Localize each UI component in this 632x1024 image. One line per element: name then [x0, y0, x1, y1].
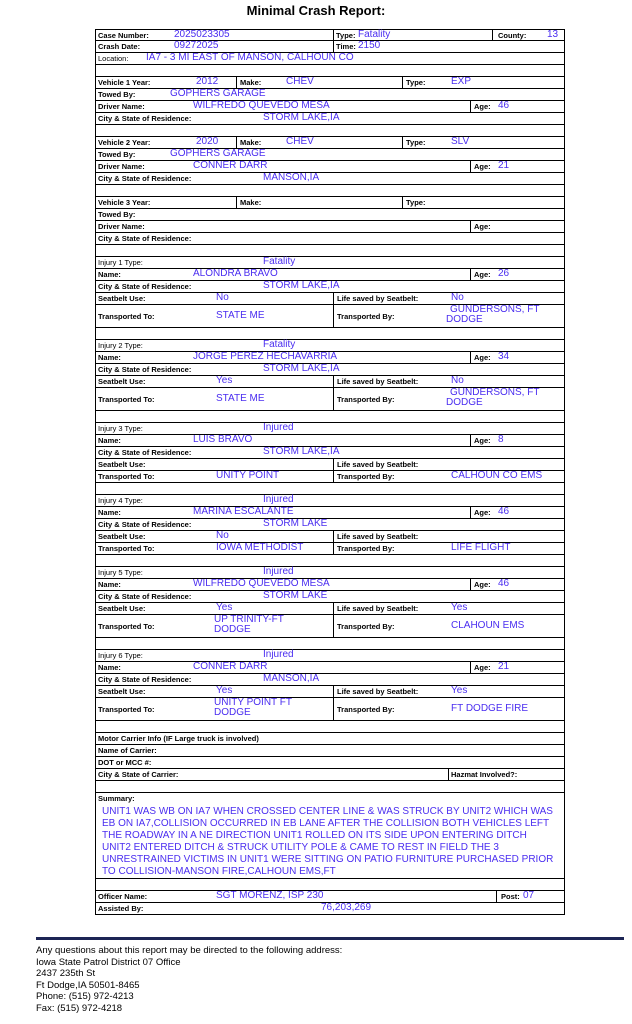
divider: [470, 161, 471, 172]
carrier-name-row: [95, 745, 565, 757]
spacer-row: [95, 879, 565, 891]
divider: [333, 293, 334, 304]
injury-type-row: [95, 257, 565, 269]
transport-row: [95, 615, 565, 638]
type-value: Fatality: [358, 29, 391, 40]
transported-to-label: Transported To:: [98, 705, 155, 714]
injury-type-label: Injury 6 Type:: [98, 651, 143, 660]
life-saved-label: Life saved by Seatbelt:: [337, 532, 419, 541]
seatbelt-row: [95, 686, 565, 698]
divider: [470, 507, 471, 518]
driver-row: [95, 221, 565, 233]
injury-name-row: [95, 579, 565, 591]
injury-type-label: Injury 5 Type:: [98, 568, 143, 577]
injury-age-value: 34: [498, 351, 510, 362]
spacer-row: [95, 185, 565, 197]
injury-type-value: Injured: [263, 566, 294, 577]
injury-residence-row: [95, 674, 565, 686]
transported-by-value: LIFE FLIGHT: [451, 542, 511, 553]
injury-residence-value: STORM LAKE,IA: [263, 446, 340, 457]
vehicle-year-row: [95, 77, 565, 89]
injury-type-value: Injured: [263, 649, 294, 660]
injury-residence-value: STORM LAKE: [263, 518, 328, 529]
spacer-row: [95, 65, 565, 77]
injury-name-value: JORGE PEREZ HECHAVARRIA: [193, 351, 338, 362]
divider: [470, 101, 471, 112]
transported-to-value: STATE ME: [216, 393, 265, 404]
divider: [333, 376, 334, 387]
post-label: Post:: [501, 892, 520, 901]
injury-type-label: Injury 1 Type:: [98, 258, 143, 267]
transported-to-label: Transported To:: [98, 395, 155, 404]
driver-age-value: 21: [498, 160, 510, 171]
summary-label: Summary:: [98, 794, 135, 803]
crash-date-label: Crash Date:: [98, 42, 141, 51]
divider: [470, 352, 471, 363]
type-label: Type:: [336, 31, 356, 40]
transported-by-label: Transported By:: [337, 622, 395, 631]
transported-by-label: Transported By:: [337, 312, 395, 321]
vehicle-type-label: Type:: [406, 138, 426, 147]
towed-by-value: GOPHERS GARAGE: [170, 148, 266, 159]
footer-address: [36, 945, 342, 1014]
towed-by-label: Towed By:: [98, 210, 136, 219]
divider: [333, 603, 334, 614]
life-saved-label: Life saved by Seatbelt:: [337, 460, 419, 469]
injury-age-value: 26: [498, 268, 510, 279]
injury-residence-label: City & State of Residence:: [98, 448, 192, 457]
transported-by-value: CLAHOUN EMS: [451, 620, 525, 631]
injury-type-value: Fatality: [263, 339, 296, 350]
vehicle-make-value: CHEV: [286, 76, 314, 87]
footer-divider: [36, 937, 624, 940]
vehicle-make-label: Make:: [240, 138, 262, 147]
divider: [448, 769, 449, 780]
injury-age-label: Age:: [474, 508, 491, 517]
injury-type-value: Injured: [263, 494, 294, 505]
injury-residence-label: City & State of Residence:: [98, 365, 192, 374]
life-saved-value: No: [451, 375, 464, 386]
divider: [333, 388, 334, 410]
county-value: 13: [547, 29, 559, 40]
driver-age-label: Age:: [474, 162, 491, 171]
transported-to-label: Transported To:: [98, 544, 155, 553]
injury-age-value: 46: [498, 578, 510, 589]
divider: [470, 579, 471, 590]
transported-by-value: GUNDERSONS, FT DODGE: [446, 304, 540, 325]
injury-name-label: Name:: [98, 353, 121, 362]
officer-name-value: SGT MORENZ, ISP 230: [216, 890, 324, 901]
injury-residence-value: STORM LAKE,IA: [263, 363, 340, 374]
seatbelt-use-value: Yes: [216, 685, 233, 696]
life-saved-label: Life saved by Seatbelt:: [337, 294, 419, 303]
post-value: 07: [523, 890, 535, 901]
residence-value: MANSON,IA: [263, 172, 320, 183]
transported-to-value: IOWA METHODIST: [216, 542, 304, 553]
injury-residence-value: STORM LAKE,IA: [263, 280, 340, 291]
seatbelt-use-label: Seatbelt Use:: [98, 294, 146, 303]
spacer-row: [95, 245, 565, 257]
vehicle-year-row: [95, 197, 565, 209]
vehicle-make-label: Make:: [240, 198, 262, 207]
injury-name-label: Name:: [98, 508, 121, 517]
injury-residence-row: [95, 519, 565, 531]
assisted-row: [95, 903, 565, 915]
county-label: County:: [498, 31, 527, 40]
vehicle-year-label: Vehicle 2 Year:: [98, 138, 151, 147]
divider: [333, 30, 334, 40]
divider: [470, 435, 471, 446]
transport-row: [95, 388, 565, 411]
divider: [333, 686, 334, 697]
carrier-city-label: City & State of Carrier:: [98, 770, 179, 779]
hazmat-label: Hazmat Involved?:: [451, 770, 518, 779]
divider: [470, 269, 471, 280]
vehicle-make-label: Make:: [240, 78, 262, 87]
footer-line: Any questions about this report may be directed to the following address:: [36, 945, 343, 956]
injury-age-value: 46: [498, 506, 510, 517]
vehicle-year-value: 2012: [196, 76, 219, 87]
residence-value: STORM LAKE,IA: [263, 112, 340, 123]
seatbelt-use-label: Seatbelt Use:: [98, 532, 146, 541]
driver-name-label: Driver Name:: [98, 102, 145, 111]
transported-by-value: GUNDERSONS, FT DODGE: [446, 387, 540, 408]
seatbelt-row: [95, 603, 565, 615]
injury-name-value: WILFREDO QUEVEDO MESA: [193, 578, 330, 589]
seatbelt-use-value: No: [216, 530, 229, 541]
spacer-row: [95, 721, 565, 733]
driver-age-value: 46: [498, 100, 510, 111]
assisted-label: Assisted By:: [98, 904, 144, 913]
officer-name-label: Officer Name:: [98, 892, 148, 901]
injury-name-value: CONNER DARR: [193, 661, 268, 672]
spacer-row: [95, 125, 565, 137]
transport-row: [95, 698, 565, 721]
transported-to-value: UNITY POINT: [216, 470, 280, 481]
transported-by-value: FT DODGE FIRE: [451, 703, 529, 714]
location-value: IA7 - 3 MI EAST OF MANSON, CALHOUN CO: [146, 52, 354, 63]
injury-type-row: [95, 495, 565, 507]
transported-to-label: Transported To:: [98, 312, 155, 321]
spacer-row: [95, 411, 565, 423]
spacer-row: [95, 638, 565, 650]
injury-name-row: [95, 662, 565, 674]
transported-by-value: CALHOUN CO EMS: [451, 470, 543, 481]
residence-label: City & State of Residence:: [98, 174, 192, 183]
injury-residence-value: MANSON,IA: [263, 673, 320, 684]
seatbelt-use-value: Yes: [216, 602, 233, 613]
injuries-section: [95, 257, 565, 733]
transported-to-value: UNITY POINT FT DODGE: [214, 697, 292, 718]
transported-by-label: Transported By:: [337, 472, 395, 481]
injury-residence-value: STORM LAKE: [263, 590, 328, 601]
footer-line: Ft Dodge,IA 50501-8465: [36, 979, 140, 991]
vehicle-year-label: Vehicle 3 Year:: [98, 198, 151, 207]
carrier-dot-label: DOT or MCC #:: [98, 758, 152, 767]
footer-line: Phone: (515) 972-4213: [36, 991, 134, 1002]
driver-name-label: Driver Name:: [98, 222, 145, 231]
injury-name-label: Name:: [98, 663, 121, 672]
residence-label: City & State of Residence:: [98, 234, 192, 243]
injury-residence-label: City & State of Residence:: [98, 520, 192, 529]
divider: [470, 221, 471, 232]
injury-age-label: Age:: [474, 663, 491, 672]
injury-age-label: Age:: [474, 436, 491, 445]
divider: [333, 531, 334, 542]
case-number-label: Case Number:: [98, 31, 149, 40]
divider: [402, 77, 403, 88]
divider: [496, 891, 497, 902]
life-saved-value: Yes: [451, 685, 468, 696]
vehicles-section: [95, 77, 565, 257]
seatbelt-use-value: Yes: [216, 375, 233, 386]
divider: [333, 471, 334, 482]
injury-residence-row: [95, 591, 565, 603]
footer-line: Fax: (515) 972-4218: [36, 1002, 123, 1014]
driver-age-label: Age:: [474, 222, 491, 231]
vehicle-year-value: 2020: [196, 136, 219, 147]
vehicle-type-value: SLV: [451, 136, 470, 147]
towed-by-label: Towed By:: [98, 150, 136, 159]
driver-row: [95, 161, 565, 173]
transported-by-label: Transported By:: [337, 544, 395, 553]
vehicle-make-value: CHEV: [286, 136, 314, 147]
injury-residence-row: [95, 281, 565, 293]
transported-by-label: Transported By:: [337, 705, 395, 714]
divider: [333, 615, 334, 637]
injury-name-label: Name:: [98, 270, 121, 279]
divider: [236, 197, 237, 208]
injury-type-label: Injury 3 Type:: [98, 424, 143, 433]
driver-name-label: Driver Name:: [98, 162, 145, 171]
location-label: Location:: [98, 54, 129, 63]
injury-residence-row: [95, 447, 565, 459]
towed-by-value: GOPHERS GARAGE: [170, 88, 266, 99]
divider: [402, 137, 403, 148]
footer-line: 2437 235th St: [36, 968, 96, 979]
seatbelt-use-label: Seatbelt Use:: [98, 687, 146, 696]
divider: [470, 662, 471, 673]
case-number-value: 2025023305: [174, 29, 230, 40]
life-saved-label: Life saved by Seatbelt:: [337, 687, 419, 696]
injury-residence-label: City & State of Residence:: [98, 592, 192, 601]
injury-residence-label: City & State of Residence:: [98, 282, 192, 291]
injury-age-label: Age:: [474, 353, 491, 362]
spacer-row: [95, 483, 565, 495]
time-label: Time:: [336, 42, 356, 51]
injury-name-value: MARINA ESCALANTE: [193, 506, 294, 517]
residence-label: City & State of Residence:: [98, 114, 192, 123]
summary-text: UNIT1 WAS WB ON IA7 WHEN CROSSED CENTER LINE & WAS STRUCK BY UNIT2 WHICH WAS EB ON IA7,COLLISION OCCURRED IN EB LANE AFTER THE COLLISION BOTH VEHICLES LEFT THE ROADWAY IN A NE DIRECTION UNIT1 ROLLED ON ITS SIDE UPON ENTERING DITCH UNIT2 ENTERED DITCH & STRUCK UTILITY POLE & CAME TO REST IN FIELD THE 3 UNRESTRAINED VICTIMS IN UNIT1 WERE SITTING ON PATIO FURNITURE PURCHASED PRIOR TO COLLISION-MANSON FIRE,CALHOUN EMS,FT: [102, 806, 554, 877]
life-saved-label: Life saved by Seatbelt:: [337, 604, 419, 613]
injury-age-value: 8: [498, 434, 504, 445]
seatbelt-use-value: No: [216, 292, 229, 303]
injury-name-row: [95, 507, 565, 519]
driver-age-label: Age:: [474, 102, 491, 111]
injury-age-label: Age:: [474, 580, 491, 589]
spacer-row: [95, 555, 565, 567]
crash-report-form: [95, 29, 565, 915]
driver-name-value: WILFREDO QUEVEDO MESA: [193, 100, 330, 111]
spacer-row: [95, 781, 565, 793]
injury-type-value: Injured: [263, 422, 294, 433]
vehicle-type-label: Type:: [406, 198, 426, 207]
injury-type-row: [95, 567, 565, 579]
injury-type-row: [95, 650, 565, 662]
divider: [236, 77, 237, 88]
residence-row: [95, 113, 565, 125]
divider: [333, 698, 334, 720]
life-saved-value: No: [451, 292, 464, 303]
vehicle-type-label: Type:: [406, 78, 426, 87]
location-row: [95, 53, 565, 65]
towed-by-row: [95, 149, 565, 161]
divider: [333, 459, 334, 470]
injury-type-label: Injury 4 Type:: [98, 496, 143, 505]
injury-type-row: [95, 423, 565, 435]
injury-name-value: ALONDRA BRAVO: [193, 268, 278, 279]
time-value: 2150: [358, 40, 381, 51]
injury-residence-label: City & State of Residence:: [98, 675, 192, 684]
injury-name-label: Name:: [98, 436, 121, 445]
case-row: [95, 29, 565, 41]
towed-by-row: [95, 89, 565, 101]
divider: [402, 197, 403, 208]
transported-to-value: UP TRINITY-FT DODGE: [214, 614, 284, 635]
transported-by-label: Transported By:: [337, 395, 395, 404]
transport-row: [95, 471, 565, 483]
divider: [333, 305, 334, 327]
injury-type-label: Injury 2 Type:: [98, 341, 143, 350]
driver-name-value: CONNER DARR: [193, 160, 268, 171]
seatbelt-use-label: Seatbelt Use:: [98, 604, 146, 613]
residence-row: [95, 233, 565, 245]
carrier-heading-row: [95, 733, 565, 745]
transport-row: [95, 543, 565, 555]
seatbelt-use-label: Seatbelt Use:: [98, 377, 146, 386]
injury-residence-row: [95, 364, 565, 376]
spacer-row: [95, 328, 565, 340]
residence-row: [95, 173, 565, 185]
injury-name-value: LUIS BRAVO: [193, 434, 253, 445]
summary-row: [95, 793, 565, 879]
injury-age-value: 21: [498, 661, 510, 672]
transported-to-value: STATE ME: [216, 310, 265, 321]
injury-age-label: Age:: [474, 270, 491, 279]
injury-name-label: Name:: [98, 580, 121, 589]
footer-line: Iowa State Patrol District 07 Office: [36, 956, 181, 968]
towed-by-row: [95, 209, 565, 221]
injury-type-value: Fatality: [263, 256, 296, 267]
vehicle-type-value: EXP: [451, 76, 472, 87]
carrier-heading: Motor Carrier Info (IF Large truck is involved): [98, 734, 259, 743]
divider: [236, 137, 237, 148]
report-title: Minimal Crash Report:: [246, 3, 386, 18]
towed-by-label: Towed By:: [98, 90, 136, 99]
crash-date-value: 09272025: [174, 40, 219, 51]
divider: [333, 543, 334, 554]
life-saved-value: Yes: [451, 602, 468, 613]
transported-to-label: Transported To:: [98, 472, 155, 481]
carrier-dot-row: [95, 757, 565, 769]
transport-row: [95, 305, 565, 328]
assisted-value: 76,203,269: [321, 902, 372, 913]
divider: [333, 41, 334, 52]
life-saved-label: Life saved by Seatbelt:: [337, 377, 419, 386]
vehicle-year-row: [95, 137, 565, 149]
transported-to-label: Transported To:: [98, 622, 155, 631]
vehicle-year-label: Vehicle 1 Year:: [98, 78, 151, 87]
carrier-city-row: [95, 769, 565, 781]
seatbelt-use-label: Seatbelt Use:: [98, 460, 146, 469]
carrier-name-label: Name of Carrier:: [98, 746, 157, 755]
divider: [492, 30, 493, 40]
